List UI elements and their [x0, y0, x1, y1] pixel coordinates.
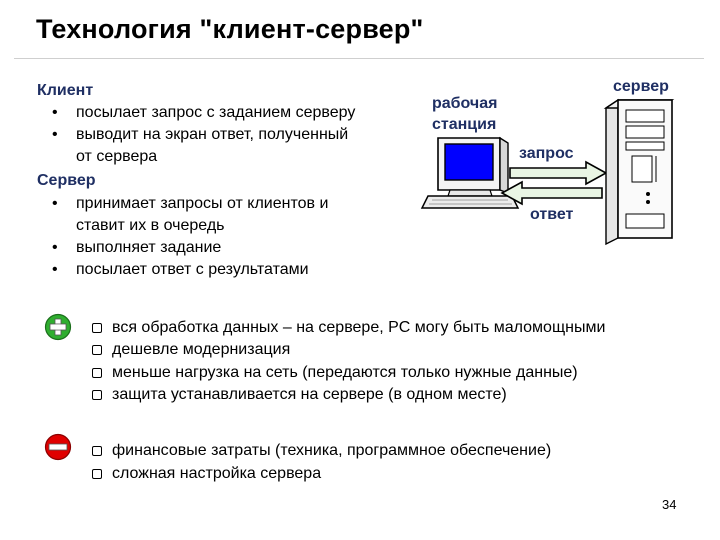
list-item: сложная настройка сервера: [92, 465, 321, 483]
workstation-label: станция: [432, 116, 497, 133]
client-heading: Клиент: [37, 82, 94, 99]
list-item: • принимает запросы от клиентов и: [52, 195, 329, 212]
list-item: • выполняет задание: [52, 239, 222, 256]
page-number: 34: [662, 497, 677, 512]
list-item-continuation: от сервера: [76, 148, 158, 165]
server-heading: Сервер: [37, 172, 96, 189]
checkbox-bullet-icon: [92, 446, 102, 456]
list-item: меньше нагрузка на сеть (передаются только нужные данные): [92, 364, 578, 382]
response-label: ответ: [530, 206, 574, 223]
page-title: Технология "клиент-сервер": [36, 14, 424, 44]
plus-icon: [44, 313, 72, 341]
checkbox-bullet-icon: [92, 345, 102, 355]
checkbox-bullet-icon: [92, 368, 102, 378]
arrow-left-icon: [500, 180, 604, 206]
checkbox-bullet-icon: [92, 469, 102, 479]
list-item: • выводит на экран ответ, полученный: [52, 126, 349, 143]
checkbox-bullet-icon: [92, 390, 102, 400]
title-divider: [14, 58, 704, 59]
checkbox-bullet-icon: [92, 323, 102, 333]
list-item: вся обработка данных – на сервере, PC могу быть маломощными: [92, 319, 605, 337]
list-item-continuation: ставит их в очередь: [76, 217, 225, 234]
workstation-label: рабочая: [432, 95, 498, 112]
request-label: запрос: [519, 145, 574, 162]
list-item: • посылает ответ с результатами: [52, 261, 309, 278]
server-label: сервер: [613, 78, 669, 95]
list-item: дешевле модернизация: [92, 341, 290, 359]
list-item: защита устанавливается на сервере (в одном месте): [92, 386, 507, 404]
minus-icon: [44, 433, 72, 461]
list-item: финансовые затраты (техника, программное обеспечение): [92, 442, 551, 460]
server-icon: [596, 98, 676, 246]
list-item: • посылает запрос с заданием серверу: [52, 104, 356, 121]
